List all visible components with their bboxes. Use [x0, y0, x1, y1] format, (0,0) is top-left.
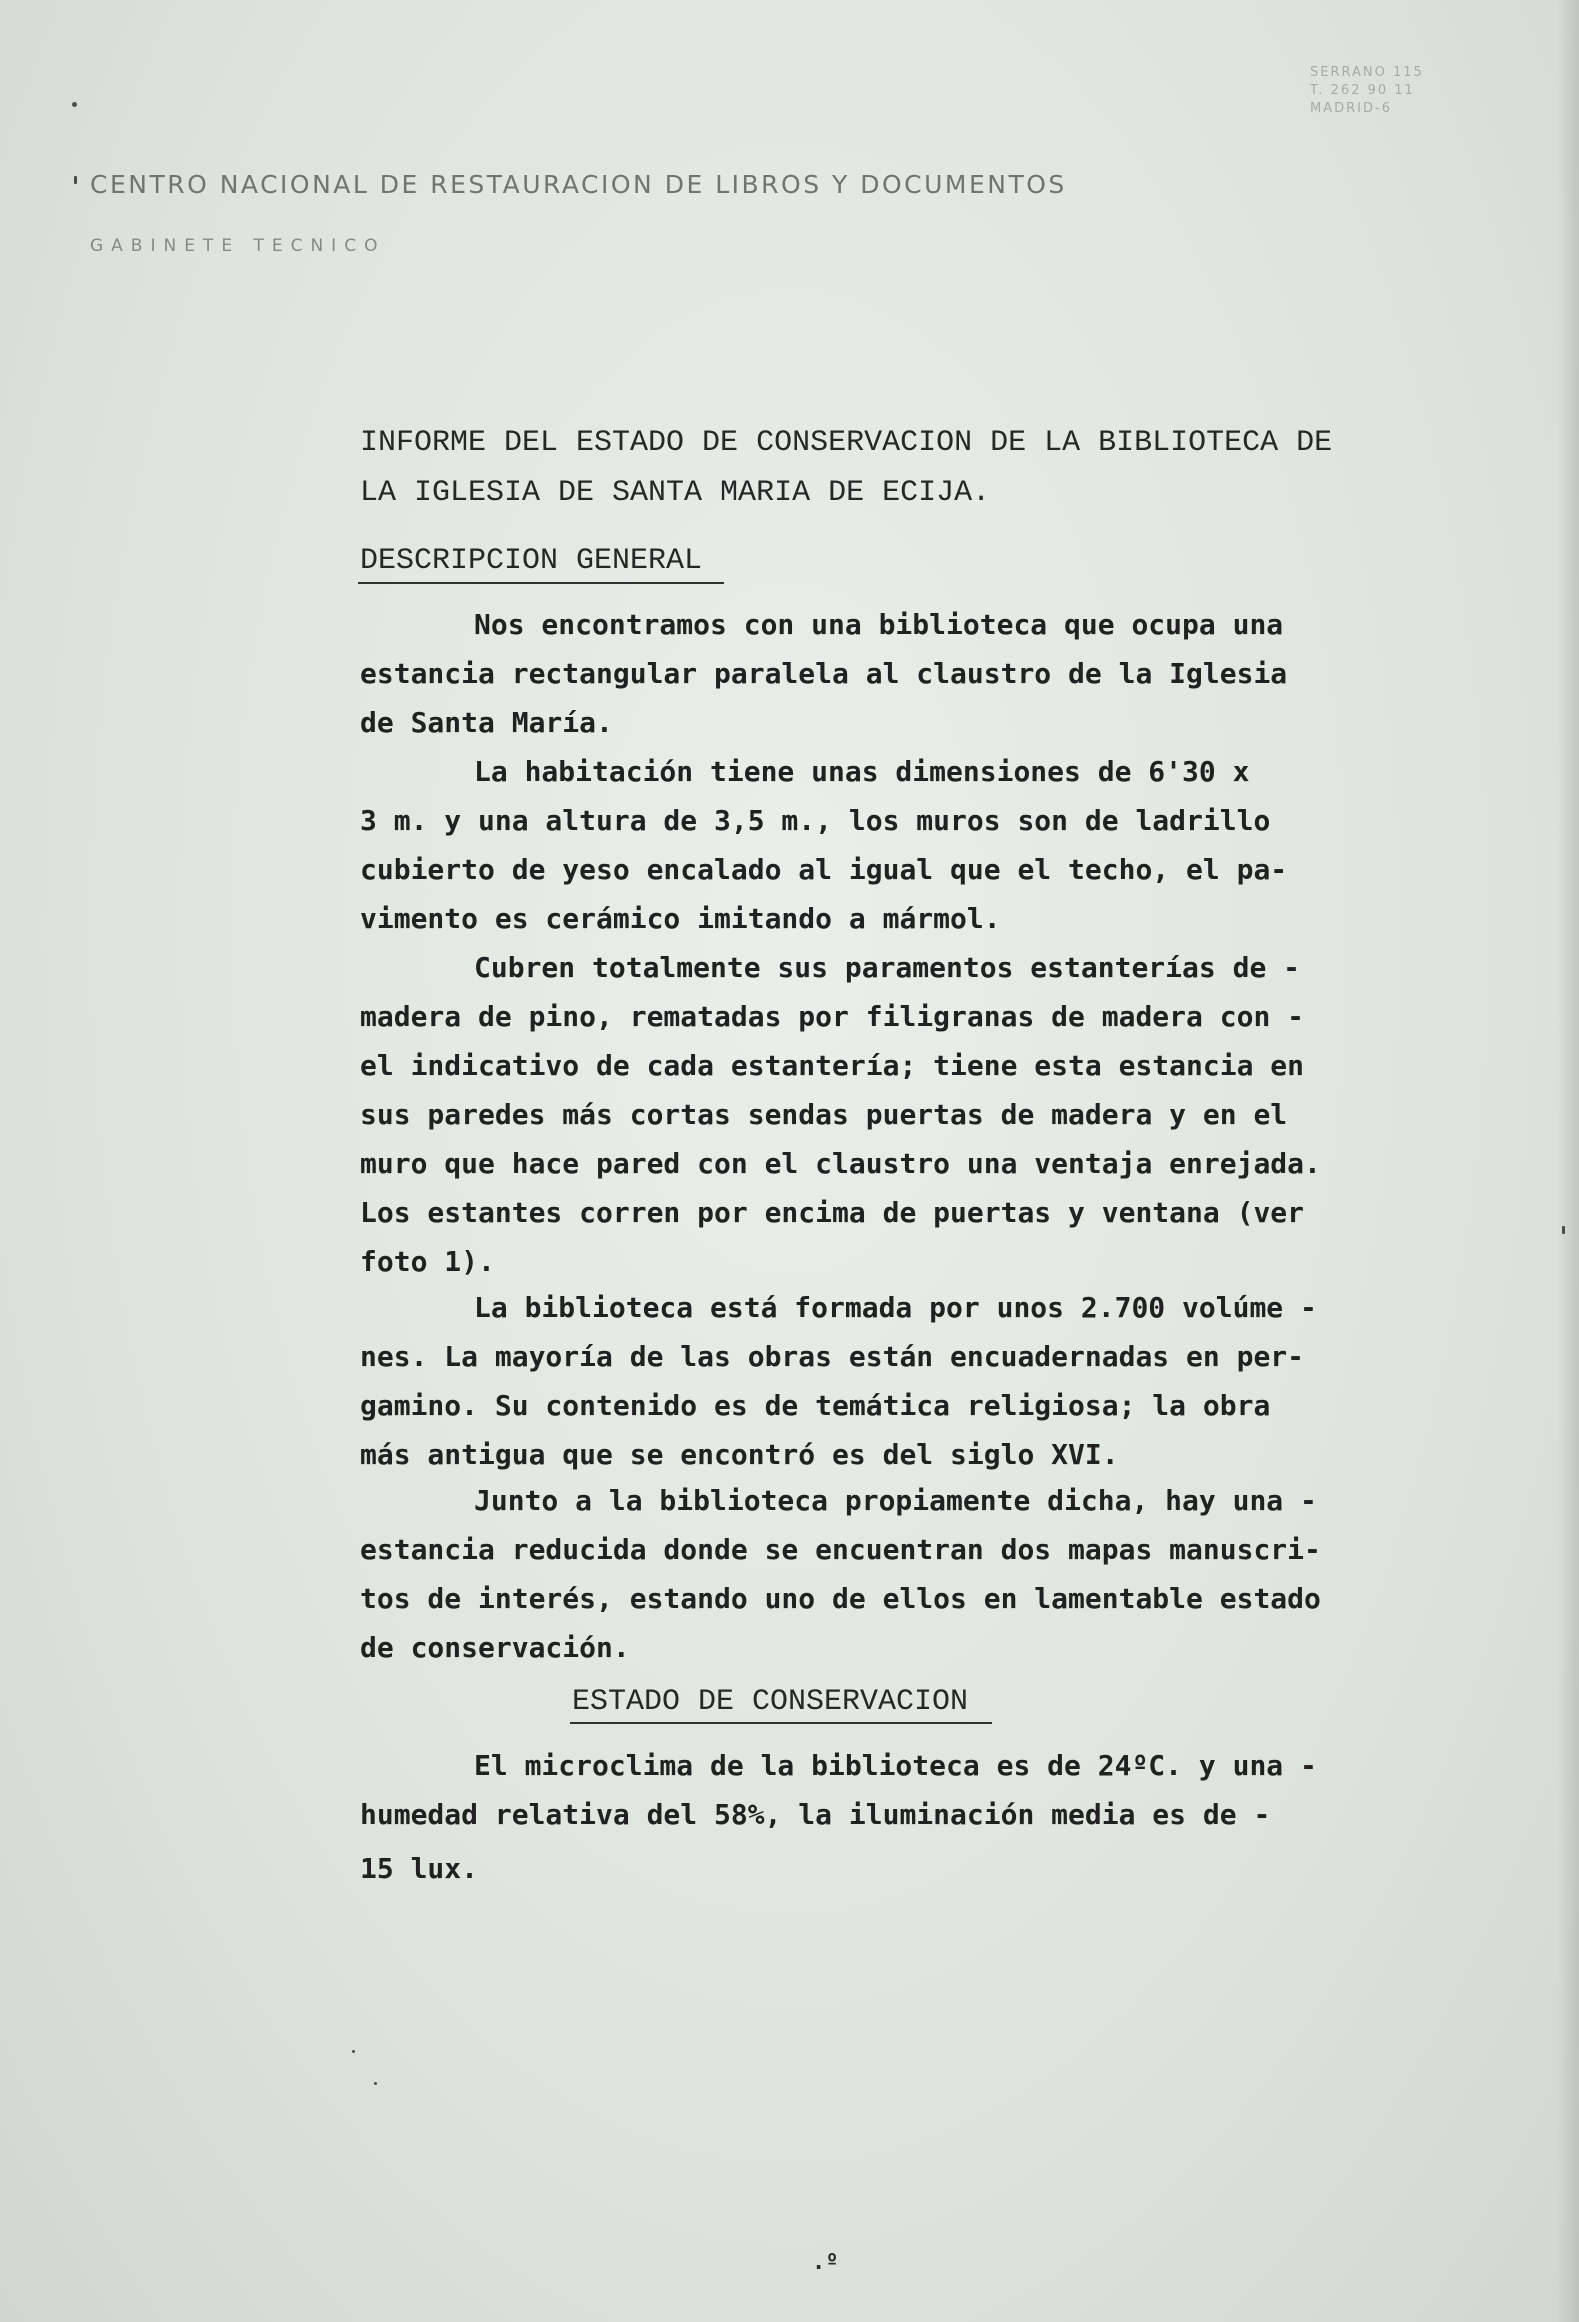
body-line: madera de pino, rematadas por filigranas de madera con -: [360, 1000, 1305, 1033]
paper-edge-shadow: [1557, 0, 1579, 2322]
body-line: El microclima de la biblioteca es de 24ºC. y una -: [474, 1749, 1317, 1782]
body-line: Junto a la biblioteca propiamente dicha, hay una -: [474, 1484, 1317, 1517]
body-line: vimento es cerámico imitando a mármol.: [360, 902, 1001, 935]
body-line: de Santa María.: [360, 706, 613, 739]
body-line: más antigua que se encontró es del siglo XVI.: [360, 1438, 1119, 1471]
address-line: T. 262 90 11: [1310, 83, 1415, 98]
body-line: sus paredes más cortas sendas puertas de madera y en el: [360, 1098, 1288, 1131]
body-line: Nos encontramos con una biblioteca que ocupa una: [474, 608, 1284, 641]
body-line: cubierto de yeso encalado al igual que el techo, el pa-: [360, 853, 1288, 886]
letterhead-address: [1310, 64, 1424, 118]
body-line: gamino. Su contenido es de temática religiosa; la obra: [360, 1389, 1271, 1422]
letterhead-institution: CENTRO NACIONAL DE RESTAURACION DE LIBROS Y DOCUMENTOS: [90, 170, 1067, 199]
body-line: de conservación.: [360, 1631, 630, 1664]
body-line: muro que hace pared con el claustro una ventaja enrejada.: [360, 1147, 1321, 1180]
body-line: tos de interés, estando uno de ellos en lamentable estado: [360, 1582, 1321, 1615]
address-line: MADRID-6: [1310, 101, 1392, 116]
paper-speck: [374, 2082, 377, 2085]
report-title-line: INFORME DEL ESTADO DE CONSERVACION DE LA BIBLIOTECA DE: [360, 426, 1333, 460]
letterhead-department: GABINETE TECNICO: [90, 236, 386, 256]
body-line: el indicativo de cada estantería; tiene esta estancia en: [360, 1049, 1305, 1082]
heading-underline: [358, 582, 724, 584]
paper-speck: [352, 2050, 355, 2053]
report-title-line: LA IGLESIA DE SANTA MARIA DE ECIJA.: [360, 476, 991, 510]
paper-speck: [1562, 1226, 1565, 1234]
body-line: 15 lux.: [360, 1852, 479, 1885]
body-line: Los estantes corren por encima de puertas y ventana (ver: [360, 1196, 1305, 1229]
body-line: estancia rectangular paralela al claustro de la Iglesia: [360, 657, 1288, 690]
body-line: Cubren totalmente sus paramentos estanterías de -: [474, 951, 1301, 984]
body-line: La biblioteca está formada por unos 2.700 volúme -: [474, 1291, 1317, 1324]
body-line: nes. La mayoría de las obras están encuadernadas en per-: [360, 1340, 1305, 1373]
paper-speck: [72, 102, 77, 107]
section-heading-descripcion: DESCRIPCION GENERAL: [360, 544, 703, 578]
body-line: La habitación tiene unas dimensiones de 6'30 x: [474, 755, 1250, 788]
body-line: 3 m. y una altura de 3,5 m., los muros son de ladrillo: [360, 804, 1271, 837]
page-mark: .º: [812, 2250, 839, 2275]
body-line: estancia reducida donde se encuentran dos mapas manuscri-: [360, 1533, 1321, 1566]
address-line: SERRANO 115: [1310, 65, 1424, 80]
body-line: humedad relativa del 58%, la iluminación media es de -: [360, 1798, 1271, 1831]
body-line: foto 1).: [360, 1245, 495, 1278]
section-heading-estado: ESTADO DE CONSERVACION: [572, 1685, 969, 1719]
heading-underline: [570, 1722, 992, 1724]
paper-speck: [74, 176, 77, 184]
